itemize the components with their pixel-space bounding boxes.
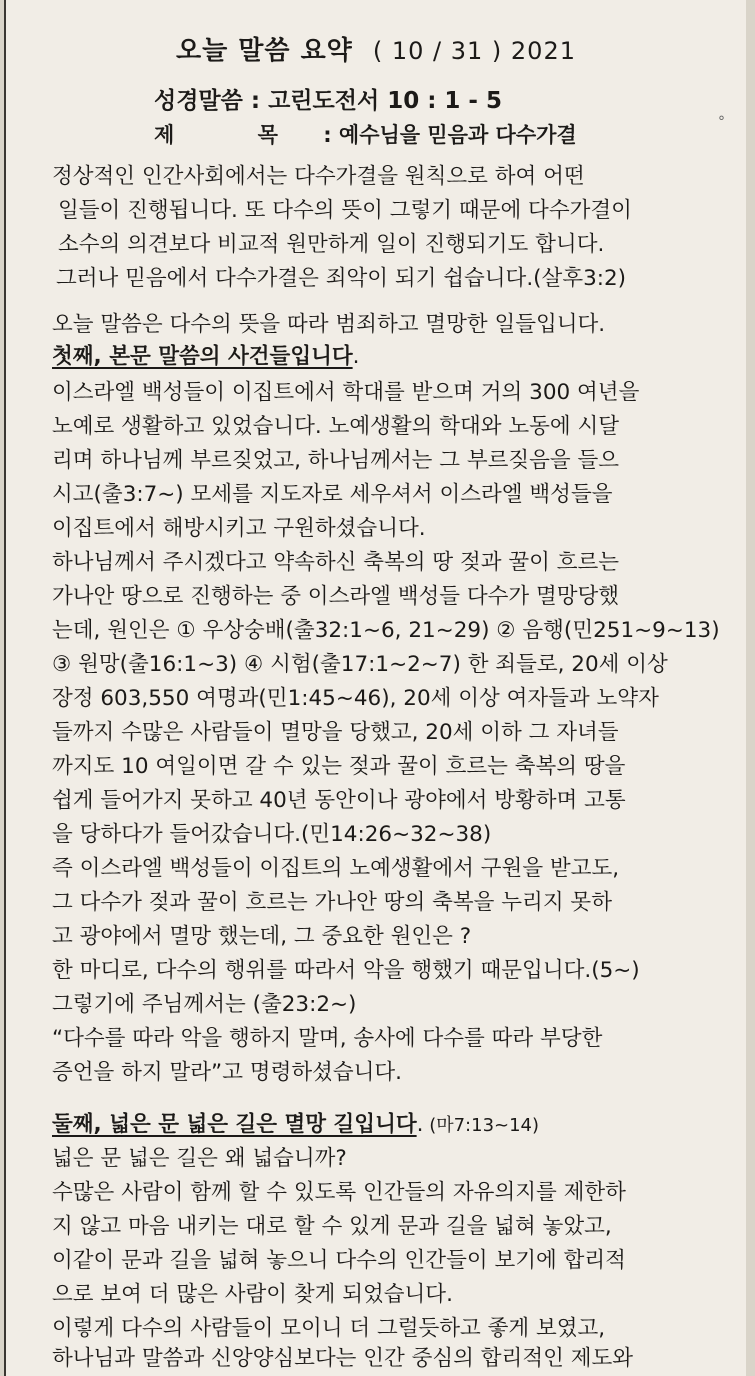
section1-line: 한 마디로, 다수의 행위를 따라서 악을 행했기 때문입니다.(5~): [52, 958, 640, 983]
title-date: ( 10 / 31 ) 2021: [372, 37, 576, 65]
section2-line: 으로 보여 더 많은 사람이 찾게 되었습니다.: [52, 1282, 453, 1307]
section1-heading: [52, 342, 359, 372]
section1-line: 시고(출3:7~) 모세를 지도자로 세우셔서 이스라엘 백성들을: [52, 482, 613, 507]
sermon-theme: [154, 120, 577, 150]
theme-text: : 예수님을 믿음과 다수가결: [323, 123, 577, 147]
section1-line: 즉 이스라엘 백성들이 이집트의 노예생활에서 구원을 받고도,: [52, 856, 620, 881]
section1-line: 가나안 땅으로 진행하는 중 이스라엘 백성들 다수가 멸망당했: [52, 584, 620, 609]
section2-reference: (마7:13~14): [423, 1115, 540, 1136]
section2-line: 이같이 문과 길을 넓혀 놓으니 다수의 인간들이 보기에 합리적: [52, 1248, 626, 1273]
section2-heading: [52, 1110, 539, 1141]
section2-line: 넓은 문 넓은 길은 왜 넓습니까?: [52, 1146, 347, 1171]
section1-line: 노예로 생활하고 있었습니다. 노예생활의 학대와 노동에 시달: [52, 414, 620, 439]
section2-line: 지 않고 마음 내키는 대로 할 수 있게 문과 길을 넓혀 놓았고,: [52, 1214, 612, 1239]
scripture-text: 고린도전서 10 : 1 - 5: [268, 88, 502, 114]
section1-line: 들까지 수많은 사람들이 멸망을 당했고, 20세 이하 그 자녀들: [52, 720, 619, 745]
section2-line: 하나님과 말씀과 신앙양심보다는 인간 중심의 합리적인 제도와: [52, 1346, 634, 1371]
bulletin-page: [4, 0, 746, 1376]
section1-heading-end: .: [352, 344, 360, 369]
intro-line: 소수의 의견보다 비교적 원만하게 일이 진행되기도 합니다.: [58, 232, 605, 257]
summary-line: 오늘 말씀은 다수의 뜻을 따라 범죄하고 멸망한 일들입니다.: [52, 312, 606, 337]
section2-heading-end: .: [416, 1112, 424, 1137]
title-text: 오늘 말씀 요약: [176, 36, 353, 66]
scripture-reference: [154, 86, 502, 116]
section1-line: 고 광야에서 멸망 했는데, 그 중요한 원인은 ?: [52, 924, 472, 949]
theme-label: 제 목: [154, 123, 316, 147]
section1-line: 그 다수가 젖과 꿀이 흐르는 가나안 땅의 축복을 누리지 못하: [52, 890, 612, 915]
section2-line: 이렇게 다수의 사람들이 모이니 더 그럴듯하고 좋게 보였고,: [52, 1316, 606, 1341]
section2-heading-text: 둘째, 넓은 문 넓은 길은 멸망 길입니다: [52, 1112, 417, 1137]
section1-line: ③ 원망(출16:1~3) ④ 시험(출17:1~2~7) 한 죄들로, 20세 이상: [52, 652, 668, 677]
section2-line: 수많은 사람이 함께 할 수 있도록 인간들의 자유의지를 제한하: [52, 1180, 626, 1205]
section1-line: 하나님께서 주시겠다고 약속하신 축복의 땅 젖과 꿀이 흐르는: [52, 550, 620, 575]
ink-mark-icon: °: [718, 114, 725, 130]
section1-line: 그렇기에 주님께서는 (출23:2~): [52, 992, 357, 1017]
intro-line: 일들이 진행됩니다. 또 다수의 뜻이 그렇기 때문에 다수가결이: [58, 198, 632, 223]
scripture-label: 성경말씀 :: [154, 88, 261, 114]
section1-line: 쉽게 들어가지 못하고 40년 동안이나 광야에서 방황하며 고통: [52, 788, 626, 813]
section1-heading-text: 첫째, 본문 말씀의 사건들입니다: [52, 344, 353, 369]
section1-line: 이스라엘 백성들이 이집트에서 학대를 받으며 거의 300 여년을: [52, 380, 640, 405]
summary-title: [6, 30, 746, 67]
section1-line: 증언을 하지 말라”고 명령하셨습니다.: [52, 1060, 403, 1085]
section1-line: 리며 하나님께 부르짖었고, 하나님께서는 그 부르짖음을 들으: [52, 448, 620, 473]
intro-line: 그러나 믿음에서 다수가결은 죄악이 되기 쉽습니다.(살후3:2): [56, 266, 627, 291]
intro-line: 정상적인 인간사회에서는 다수가결을 원칙으로 하여 어떤: [52, 164, 585, 189]
section1-line: 는데, 원인은 ① 우상숭배(출32:1~6, 21~29) ② 음행(민251~9~13): [52, 618, 720, 643]
section1-line: 을 당하다가 들어갔습니다.(민14:26~32~38): [52, 822, 492, 847]
section1-line: “다수를 따라 악을 행하지 말며, 송사에 다수를 따라 부당한: [52, 1026, 603, 1051]
section1-line: 까지도 10 여일이면 갈 수 있는 젖과 꿀이 흐르는 축복의 땅을: [52, 754, 626, 779]
section1-line: 장정 603,550 여명과(민1:45~46), 20세 이상 여자들과 노약자: [52, 686, 659, 711]
section1-line: 이집트에서 해방시키고 구원하셨습니다.: [52, 516, 426, 541]
